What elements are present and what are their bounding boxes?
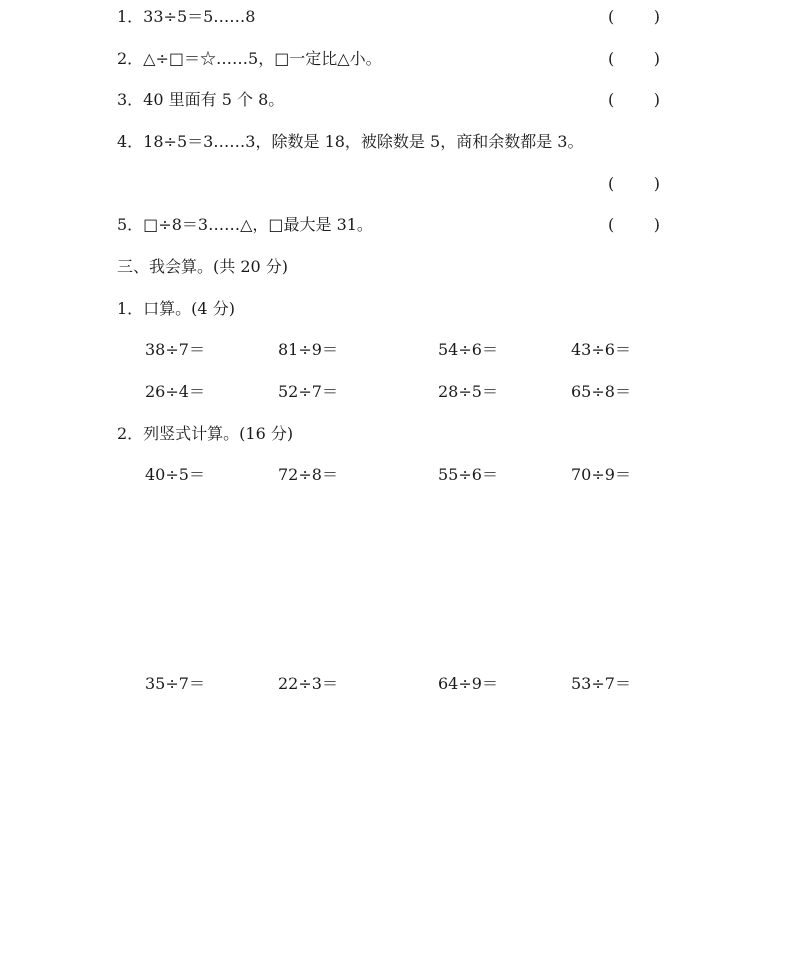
paren-open: ( — [608, 174, 615, 193]
problem: 43÷6＝ — [571, 340, 631, 359]
judgement-item-2: 2．△÷□＝☆……5，□一定比△小。 — [117, 49, 382, 68]
problem: 81÷9＝ — [278, 340, 338, 359]
problem: 64÷9＝ — [438, 674, 498, 693]
answer-parentheses-3[interactable] — [608, 90, 660, 110]
judgement-item-3: 3．40 里面有 5 个 8。 — [117, 90, 285, 109]
paren-close: ) — [653, 90, 660, 109]
problem: 70÷9＝ — [571, 465, 631, 484]
problem: 55÷6＝ — [438, 465, 498, 484]
problem: 54÷6＝ — [438, 340, 498, 359]
judgement-item-1: 1．33÷5＝5……8 — [117, 7, 256, 26]
vertical-calc-heading: 2．列竖式计算。(16 分) — [117, 424, 294, 443]
oral-calc-heading: 1．口算。(4 分) — [117, 299, 235, 318]
problem: 28÷5＝ — [438, 382, 498, 401]
vertical-row-2 — [0, 674, 794, 694]
paren-close: ) — [653, 174, 660, 193]
paren-close: ) — [653, 215, 660, 234]
problem: 35÷7＝ — [145, 674, 205, 693]
answer-parentheses-4[interactable] — [608, 174, 660, 194]
oral-row-1 — [0, 340, 794, 360]
paren-open: ( — [608, 90, 615, 109]
problem: 72÷8＝ — [278, 465, 338, 484]
judgement-item-5: 5．□÷8＝3……△，□最大是 31。 — [117, 215, 373, 234]
paren-close: ) — [653, 49, 660, 68]
answer-parentheses-1[interactable] — [608, 7, 660, 27]
answer-parentheses-5[interactable] — [608, 215, 660, 235]
problem: 65÷8＝ — [571, 382, 631, 401]
problem: 52÷7＝ — [278, 382, 338, 401]
answer-parentheses-2[interactable] — [608, 49, 660, 69]
judgement-item-4: 4．18÷5＝3……3，除数是 18，被除数是 5，商和余数都是 3。 — [117, 132, 584, 151]
problem: 22÷3＝ — [278, 674, 338, 693]
problem: 40÷5＝ — [145, 465, 205, 484]
problem: 53÷7＝ — [571, 674, 631, 693]
paren-open: ( — [608, 49, 615, 68]
paren-open: ( — [608, 215, 615, 234]
vertical-row-1 — [0, 465, 794, 485]
problem: 38÷7＝ — [145, 340, 205, 359]
problem: 26÷4＝ — [145, 382, 205, 401]
paren-open: ( — [608, 7, 615, 26]
section-heading: 三、我会算。(共 20 分) — [117, 257, 289, 276]
oral-row-2 — [0, 382, 794, 402]
paren-close: ) — [653, 7, 660, 26]
